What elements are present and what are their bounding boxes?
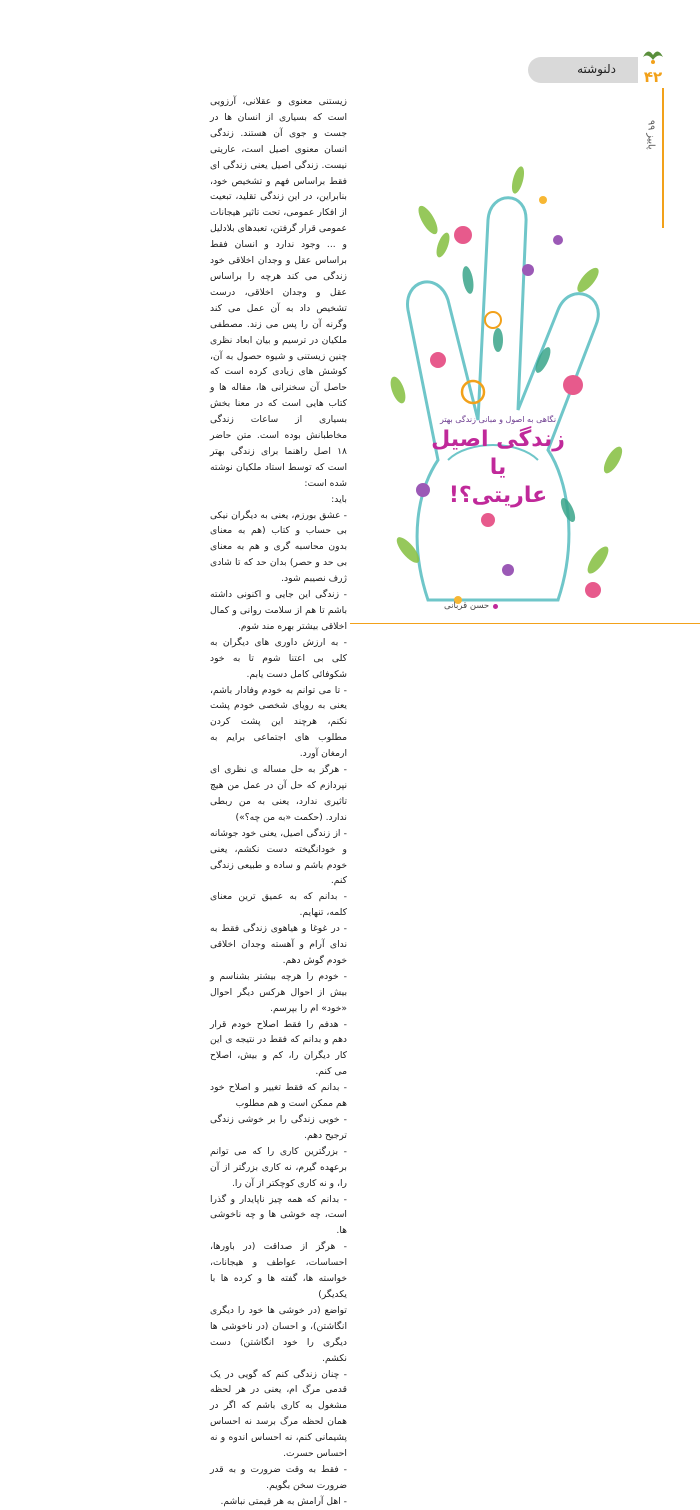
section-tab xyxy=(528,57,638,83)
article-body xyxy=(210,94,347,1510)
issue-label: پاییز ۹۹ xyxy=(645,120,657,150)
body-paragraph: - بدانم که فقط تغییر و اصلاح خود هم ممکن است و هم مطلوب xyxy=(210,1082,347,1110)
body-paragraph: - چنان زندگی کنم که گویی در یک قدمی مرگ ام، یعنی در هر لحظه مشغول به کاری باشم که اگر در همان لحظه مرگ برسد نه احساس پشیمانی کنم، نه احساس اندوه و نه احساس حسرت. xyxy=(210,1368,347,1460)
author-byline xyxy=(444,601,498,611)
horizontal-accent-rule xyxy=(350,623,700,624)
body-paragraph: - از زندگی اصیل، یعنی خود جوشانه و خودانگیخته دست نکشم، یعنی خودم باشم و ساده و طبیعی زندگی کنم. xyxy=(210,827,347,887)
body-paragraph: - هرگز از صداقت (در باورها، احساسات، عواطف و هیجانات، خواسته ها، گفته ها و کرده ها با یکدیگر) xyxy=(210,1241,347,1300)
peace-hand-illustration xyxy=(368,160,638,630)
body-paragraph: - عشق بورزم، یعنی به دیگران نیکی بی حساب و کتاب (هم به معنای بدون محاسبه گری و هم به معنای بی حد و حصر) بدان حد که تا شادی ژرف نصیبم شود. xyxy=(210,509,347,585)
body-paragraph: - هرگز به حل مساله ی نظری ای نپردازم که حل آن در عمل من هیچ تاثیری ندارد، یعنی به من ربطی ندارد. (حکمت «به من چه؟») xyxy=(210,764,347,823)
body-paragraph: - خوبی زندگی را بر خوشی زندگی ترجیح دهم. xyxy=(210,1114,347,1141)
body-paragraph: - فقط به وقت ضرورت و به قدر ضرورت سخن بگویم. xyxy=(210,1463,347,1491)
body-paragraph: - بزرگترین کاری را که می توانم برعهده گیرم، نه کاری بزرگتر از آن را، و نه کاری کوچکتر از آن را. xyxy=(210,1145,347,1189)
body-paragraph: زیستنی معنوی و عقلانی، آرزویی است که بسیاری از انسان ها در جست و جوی آن هستند. زندگی انسان معنوی اصیل است، عاریتی نیست. زندگی اصیل یعنی زندگی ای فقط براساس فهم و تشخیص خود، بنابراین، در این زندگی تقلید، تبعیت از افکار عمومی، تحت تاثیر هیجانات عمومی قرار گرفتن، تعبدهای بلادلیل و ... وجود ندارد و انسان فقط براساس عقل و وجدان اخلاقی خود زندگی می کند هرچه را براساس عقل و وجدان اخلاقی، درست تشخیص داد به آن عمل می کند وگرنه آن را پس می زند. مصطفی ملکیان در ترسیم و بیان ابعاد نظری چنین زیستنی و شیوه حصول به آن، کوشش های زیادی کرده است که حاصل آن سخنرانی ها، مقاله ها و کتاب هایی است که در معنا بخش بسیاری از ساعات زندگی مخاطبانش بوده است. متن حاضر ۱۸ اصل راهنما برای زندگی بهتر است که توسط استاد ملکیان نوشته شده است: xyxy=(210,96,347,489)
body-paragraph: - بدانم که به عمیق ترین معنای کلمه، تنهایم. xyxy=(210,891,347,919)
section-label: دلنوشته xyxy=(577,62,616,76)
feature-title-line2: یا xyxy=(489,455,507,480)
body-paragraph: - به ارزش داوری های دیگران به کلی بی اعتنا شوم تا به خود شکوفائی کامل دست یابم. xyxy=(210,636,347,680)
body-paragraph: باید: xyxy=(331,493,347,505)
feature-subtitle: نگاهی به اصول و مبانی زندگی بهتر xyxy=(439,415,557,424)
feature-title-block xyxy=(388,415,608,510)
bullet-icon xyxy=(493,604,498,609)
body-paragraph: - در غوغا و هیاهوی زندگی فقط به ندای آرام و آهسته وجدان اخلاقی خودم گوش دهم. xyxy=(210,923,347,966)
body-paragraph: - خودم را هرچه بیشتر بشناسم و بیش از احوال هرکس دیگر احوال «خود» ام را بپرسم. xyxy=(210,970,347,1014)
body-paragraph: - بدانم که همه چیز ناپایدار و گذرا است، چه خوشی ها و چه ناخوشی ها. xyxy=(210,1193,347,1237)
author-name: حسن قربانی xyxy=(444,601,490,611)
feature-title-line1: زندگی اصیل xyxy=(431,427,565,452)
page-number: ۴۲ xyxy=(643,68,663,86)
body-paragraph: تواضع (در خوشی ها خود را دیگری انگاشتن)، و احسان (در ناخوشی ها دیگری را خود انگاشتن) دست نکشم. xyxy=(210,1304,347,1364)
body-paragraph: - اهل آرامش به هر قیمتی نباشم. xyxy=(220,1495,347,1507)
vertical-accent-rule xyxy=(662,88,664,228)
magazine-logo-icon xyxy=(640,45,666,67)
feature-title-line3: عاریتی؟! xyxy=(448,483,548,508)
body-paragraph: - زندگی این جایی و اکنونی داشته باشم تا هم از سلامت روانی و کمال اخلاقی بیشتر بهره مند شوم. xyxy=(210,589,347,632)
body-paragraph: - تا می توانم به خودم وفادار باشم، یعنی به رویای شخصی خودم پشت نکنم، هرچند این پشت کردن مطلوب های اجتماعی برایم به ارمغان آورد. xyxy=(210,684,347,760)
body-paragraph: - هدفم را فقط اصلاح خودم قرار دهم و بدانم که فقط در نتیجه ی این کار دیگران را، کم و بیش، اصلاح می کنم. xyxy=(210,1018,347,1078)
